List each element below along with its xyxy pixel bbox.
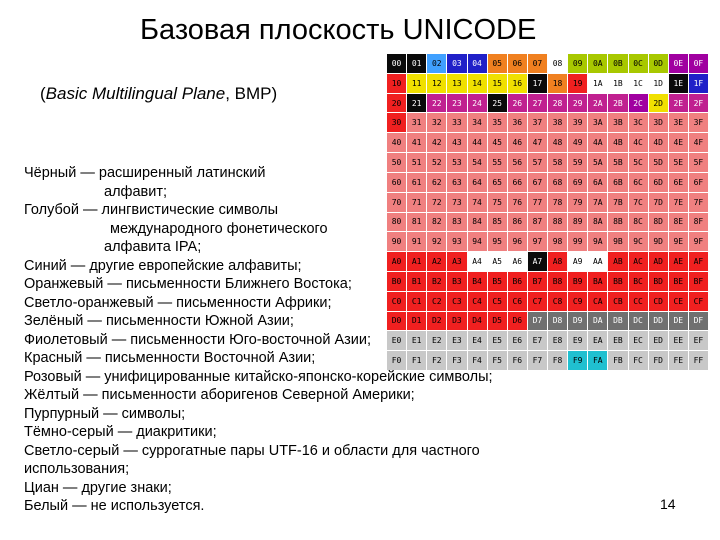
grid-cell: 02 bbox=[427, 54, 446, 73]
grid-cell: 4F bbox=[689, 133, 708, 152]
grid-cell: CF bbox=[689, 292, 708, 311]
grid-cell: AB bbox=[608, 252, 627, 271]
grid-cell: 8E bbox=[669, 213, 688, 232]
grid-cell: 7C bbox=[629, 193, 648, 212]
grid-cell: 69 bbox=[568, 173, 587, 192]
grid-cell: EA bbox=[588, 331, 607, 350]
grid-cell: 4A bbox=[588, 133, 607, 152]
grid-cell: 89 bbox=[568, 213, 587, 232]
grid-cell: 6C bbox=[629, 173, 648, 192]
grid-cell: 11 bbox=[407, 74, 426, 93]
grid-cell: 3E bbox=[669, 113, 688, 132]
grid-cell: 3B bbox=[608, 113, 627, 132]
grid-cell: 82 bbox=[427, 213, 446, 232]
grid-cell: 13 bbox=[447, 74, 466, 93]
legend-line: алфавита IPA; bbox=[104, 239, 202, 255]
grid-cell: 39 bbox=[568, 113, 587, 132]
grid-cell: 06 bbox=[508, 54, 527, 73]
grid-cell: 92 bbox=[427, 232, 446, 251]
grid-cell: FC bbox=[629, 351, 648, 370]
grid-cell: 19 bbox=[568, 74, 587, 93]
grid-cell: F3 bbox=[447, 351, 466, 370]
legend-line: Оранжевый — письменности Ближнего Востока; bbox=[24, 276, 352, 292]
grid-cell: 9A bbox=[588, 232, 607, 251]
grid-cell: A6 bbox=[508, 252, 527, 271]
grid-cell: 95 bbox=[488, 232, 507, 251]
legend-line: Светло-оранжевый — письменности Африки; bbox=[24, 294, 332, 311]
grid-cell: E7 bbox=[528, 331, 547, 350]
grid-cell: 4D bbox=[649, 133, 668, 152]
grid-cell: BB bbox=[608, 272, 627, 291]
grid-cell: 51 bbox=[407, 153, 426, 172]
grid-cell: F8 bbox=[548, 351, 567, 370]
grid-cell: 3A bbox=[588, 113, 607, 132]
grid-cell: 57 bbox=[528, 153, 547, 172]
grid-cell: CD bbox=[649, 292, 668, 311]
grid-cell: 77 bbox=[528, 193, 547, 212]
grid-cell: 3F bbox=[689, 113, 708, 132]
grid-cell: 5E bbox=[669, 153, 688, 172]
legend-line: Зелёный — письменности Южной Азии; bbox=[24, 313, 294, 329]
grid-cell: FF bbox=[689, 351, 708, 370]
subtitle-open: ( bbox=[40, 84, 46, 103]
grid-cell: C6 bbox=[508, 292, 527, 311]
grid-cell: D6 bbox=[508, 312, 527, 331]
grid-cell: 4C bbox=[629, 133, 648, 152]
grid-cell: 33 bbox=[447, 113, 466, 132]
grid-cell: 07 bbox=[528, 54, 547, 73]
grid-cell: B7 bbox=[528, 272, 547, 291]
grid-cell: D1 bbox=[407, 312, 426, 331]
grid-cell: B8 bbox=[548, 272, 567, 291]
grid-cell: 12 bbox=[427, 74, 446, 93]
grid-cell: 71 bbox=[407, 193, 426, 212]
grid-cell: 64 bbox=[468, 173, 487, 192]
grid-cell: 50 bbox=[387, 153, 406, 172]
legend-line: Красный — письменности Восточной Азии; bbox=[24, 350, 316, 366]
grid-cell: 65 bbox=[488, 173, 507, 192]
grid-cell: FA bbox=[588, 351, 607, 370]
grid-cell: 0E bbox=[669, 54, 688, 73]
grid-cell: 5A bbox=[588, 153, 607, 172]
grid-cell: E0 bbox=[387, 331, 406, 350]
grid-cell: 70 bbox=[387, 193, 406, 212]
grid-cell: 30 bbox=[387, 113, 406, 132]
grid-cell: B5 bbox=[488, 272, 507, 291]
grid-cell: BF bbox=[689, 272, 708, 291]
grid-cell: D7 bbox=[528, 312, 547, 331]
grid-cell: F0 bbox=[387, 351, 406, 370]
grid-cell: 5F bbox=[689, 153, 708, 172]
grid-cell: A0 bbox=[387, 252, 406, 271]
grid-cell: BE bbox=[669, 272, 688, 291]
legend-line: Белый — не используется. bbox=[24, 498, 205, 514]
grid-cell: 7F bbox=[689, 193, 708, 212]
grid-cell: 74 bbox=[468, 193, 487, 212]
grid-cell: 97 bbox=[528, 232, 547, 251]
grid-cell: B4 bbox=[468, 272, 487, 291]
grid-cell: EF bbox=[689, 331, 708, 350]
grid-cell: 09 bbox=[568, 54, 587, 73]
grid-cell: 0B bbox=[608, 54, 627, 73]
grid-cell: 17 bbox=[528, 74, 547, 93]
grid-cell: 83 bbox=[447, 213, 466, 232]
grid-cell: 81 bbox=[407, 213, 426, 232]
legend-line: Жёлтый — письменности аборигенов Северной Америки; bbox=[24, 387, 415, 403]
grid-cell: 01 bbox=[407, 54, 426, 73]
grid-cell: 98 bbox=[548, 232, 567, 251]
grid-cell: 2A bbox=[588, 94, 607, 113]
grid-cell: 4B bbox=[608, 133, 627, 152]
grid-cell: 00 bbox=[387, 54, 406, 73]
grid-cell: 3C bbox=[629, 113, 648, 132]
grid-cell: 38 bbox=[548, 113, 567, 132]
grid-cell: AF bbox=[689, 252, 708, 271]
grid-cell: 42 bbox=[427, 133, 446, 152]
grid-cell: E2 bbox=[427, 331, 446, 350]
grid-cell: AE bbox=[669, 252, 688, 271]
grid-cell: E6 bbox=[508, 331, 527, 350]
grid-cell: 7A bbox=[588, 193, 607, 212]
grid-cell: 31 bbox=[407, 113, 426, 132]
grid-cell: 88 bbox=[548, 213, 567, 232]
grid-cell: D3 bbox=[447, 312, 466, 331]
legend-line: Голубой — лингвистические символы bbox=[24, 202, 279, 218]
grid-cell: 34 bbox=[468, 113, 487, 132]
grid-cell: E3 bbox=[447, 331, 466, 350]
grid-cell: 53 bbox=[447, 153, 466, 172]
legend-line: Чёрный — расширенный латинский bbox=[24, 165, 266, 181]
grid-cell: BC bbox=[629, 272, 648, 291]
grid-cell: D2 bbox=[427, 312, 446, 331]
grid-cell: 27 bbox=[528, 94, 547, 113]
grid-cell: 94 bbox=[468, 232, 487, 251]
grid-cell: A3 bbox=[447, 252, 466, 271]
grid-cell: 20 bbox=[387, 94, 406, 113]
grid-cell: 87 bbox=[528, 213, 547, 232]
grid-cell: 56 bbox=[508, 153, 527, 172]
grid-cell: 08 bbox=[548, 54, 567, 73]
grid-cell: F2 bbox=[427, 351, 446, 370]
grid-cell: 45 bbox=[488, 133, 507, 152]
grid-cell: D8 bbox=[548, 312, 567, 331]
grid-cell: DD bbox=[649, 312, 668, 331]
grid-cell: C0 bbox=[387, 292, 406, 311]
grid-cell: 78 bbox=[548, 193, 567, 212]
grid-cell: AD bbox=[649, 252, 668, 271]
grid-cell: 6D bbox=[649, 173, 668, 192]
grid-cell: 8C bbox=[629, 213, 648, 232]
grid-cell: A1 bbox=[407, 252, 426, 271]
grid-cell: FD bbox=[649, 351, 668, 370]
grid-cell: 2E bbox=[669, 94, 688, 113]
grid-cell: 0F bbox=[689, 54, 708, 73]
slide-title: Базовая плоскость UNICODE bbox=[140, 14, 537, 46]
grid-cell: 8D bbox=[649, 213, 668, 232]
grid-cell: ED bbox=[649, 331, 668, 350]
grid-cell: 6A bbox=[588, 173, 607, 192]
legend-line: Пурпурный — символы; bbox=[24, 405, 186, 422]
grid-cell: 48 bbox=[548, 133, 567, 152]
grid-cell: 58 bbox=[548, 153, 567, 172]
grid-cell: 41 bbox=[407, 133, 426, 152]
grid-cell: 91 bbox=[407, 232, 426, 251]
legend-line: использования; bbox=[24, 461, 130, 477]
grid-cell: 15 bbox=[488, 74, 507, 93]
grid-cell: BA bbox=[588, 272, 607, 291]
grid-cell: 68 bbox=[548, 173, 567, 192]
grid-cell: E8 bbox=[548, 331, 567, 350]
subtitle-italic: Basic Multilingual Plane bbox=[45, 84, 226, 103]
grid-cell: F4 bbox=[468, 351, 487, 370]
grid-cell: 76 bbox=[508, 193, 527, 212]
grid-cell: 86 bbox=[508, 213, 527, 232]
grid-cell: 25 bbox=[488, 94, 507, 113]
grid-cell: 37 bbox=[528, 113, 547, 132]
grid-cell: 4E bbox=[669, 133, 688, 152]
grid-cell: 10 bbox=[387, 74, 406, 93]
grid-cell: 6F bbox=[689, 173, 708, 192]
grid-cell: 1A bbox=[588, 74, 607, 93]
legend-line: Светло-серый — суррогатные пары UTF-16 и области для частного bbox=[24, 442, 480, 459]
grid-cell: C7 bbox=[528, 292, 547, 311]
grid-cell: 0A bbox=[588, 54, 607, 73]
grid-cell: 7B bbox=[608, 193, 627, 212]
grid-cell: 18 bbox=[548, 74, 567, 93]
legend-line: Фиолетовый — письменности Юго-восточной Азии; bbox=[24, 331, 372, 348]
subtitle-rest: , BMP) bbox=[225, 84, 278, 103]
grid-cell: 73 bbox=[447, 193, 466, 212]
grid-cell: DE bbox=[669, 312, 688, 331]
grid-cell: F9 bbox=[568, 351, 587, 370]
grid-cell: E5 bbox=[488, 331, 507, 350]
grid-cell: 2B bbox=[608, 94, 627, 113]
grid-cell: 62 bbox=[427, 173, 446, 192]
grid-cell: E4 bbox=[468, 331, 487, 350]
grid-cell: 9C bbox=[629, 232, 648, 251]
grid-cell: 1C bbox=[629, 74, 648, 93]
color-legend bbox=[24, 164, 493, 516]
grid-cell: EB bbox=[608, 331, 627, 350]
grid-cell: 14 bbox=[468, 74, 487, 93]
grid-cell: 22 bbox=[427, 94, 446, 113]
grid-cell: 9B bbox=[608, 232, 627, 251]
grid-cell: 0D bbox=[649, 54, 668, 73]
grid-cell: 8A bbox=[588, 213, 607, 232]
grid-cell: 40 bbox=[387, 133, 406, 152]
grid-cell: DC bbox=[629, 312, 648, 331]
grid-cell: B0 bbox=[387, 272, 406, 291]
legend-line: международного фонетического bbox=[110, 220, 328, 237]
grid-cell: CB bbox=[608, 292, 627, 311]
grid-cell: 60 bbox=[387, 173, 406, 192]
grid-cell: 5D bbox=[649, 153, 668, 172]
grid-cell: 7E bbox=[669, 193, 688, 212]
grid-cell: 66 bbox=[508, 173, 527, 192]
grid-cell: A9 bbox=[568, 252, 587, 271]
grid-cell: CC bbox=[629, 292, 648, 311]
grid-cell: A4 bbox=[468, 252, 487, 271]
grid-cell: 7D bbox=[649, 193, 668, 212]
grid-cell: 8B bbox=[608, 213, 627, 232]
grid-cell: A5 bbox=[488, 252, 507, 271]
grid-cell: 55 bbox=[488, 153, 507, 172]
grid-cell: C2 bbox=[427, 292, 446, 311]
grid-cell: 44 bbox=[468, 133, 487, 152]
grid-cell: 1B bbox=[608, 74, 627, 93]
grid-cell: F7 bbox=[528, 351, 547, 370]
grid-cell: 32 bbox=[427, 113, 446, 132]
grid-cell: BD bbox=[649, 272, 668, 291]
grid-cell: 03 bbox=[447, 54, 466, 73]
grid-cell: C1 bbox=[407, 292, 426, 311]
grid-cell: 5B bbox=[608, 153, 627, 172]
grid-cell: C3 bbox=[447, 292, 466, 311]
grid-cell: 2C bbox=[629, 94, 648, 113]
grid-cell: 35 bbox=[488, 113, 507, 132]
grid-cell: 24 bbox=[468, 94, 487, 113]
grid-cell: 90 bbox=[387, 232, 406, 251]
grid-cell: 05 bbox=[488, 54, 507, 73]
grid-cell: 43 bbox=[447, 133, 466, 152]
grid-cell: 2D bbox=[649, 94, 668, 113]
grid-cell: C5 bbox=[488, 292, 507, 311]
grid-cell: 93 bbox=[447, 232, 466, 251]
grid-cell: 59 bbox=[568, 153, 587, 172]
grid-cell: C9 bbox=[568, 292, 587, 311]
grid-cell: 3D bbox=[649, 113, 668, 132]
grid-cell: 9E bbox=[669, 232, 688, 251]
grid-cell: 0C bbox=[629, 54, 648, 73]
grid-cell: 28 bbox=[548, 94, 567, 113]
grid-cell: D5 bbox=[488, 312, 507, 331]
grid-cell: B9 bbox=[568, 272, 587, 291]
grid-cell: 2F bbox=[689, 94, 708, 113]
grid-cell: 5C bbox=[629, 153, 648, 172]
grid-cell: 80 bbox=[387, 213, 406, 232]
grid-cell: C4 bbox=[468, 292, 487, 311]
grid-cell: 9D bbox=[649, 232, 668, 251]
grid-cell: E1 bbox=[407, 331, 426, 350]
grid-cell: 61 bbox=[407, 173, 426, 192]
grid-cell: C8 bbox=[548, 292, 567, 311]
grid-cell: 96 bbox=[508, 232, 527, 251]
grid-cell: 54 bbox=[468, 153, 487, 172]
grid-cell: 26 bbox=[508, 94, 527, 113]
grid-cell: AC bbox=[629, 252, 648, 271]
grid-cell: FB bbox=[608, 351, 627, 370]
grid-cell: 04 bbox=[468, 54, 487, 73]
grid-cell: D4 bbox=[468, 312, 487, 331]
grid-cell: 1F bbox=[689, 74, 708, 93]
grid-cell: 1E bbox=[669, 74, 688, 93]
legend-line: Розовый — унифицированные китайско-японско-корейские символы; bbox=[24, 368, 493, 385]
grid-cell: CE bbox=[669, 292, 688, 311]
grid-cell: 75 bbox=[488, 193, 507, 212]
subtitle bbox=[40, 84, 277, 104]
grid-cell: B2 bbox=[427, 272, 446, 291]
grid-cell: B6 bbox=[508, 272, 527, 291]
grid-cell: EC bbox=[629, 331, 648, 350]
grid-cell: 1D bbox=[649, 74, 668, 93]
grid-cell: 47 bbox=[528, 133, 547, 152]
grid-cell: D0 bbox=[387, 312, 406, 331]
grid-cell: 8F bbox=[689, 213, 708, 232]
grid-cell: A8 bbox=[548, 252, 567, 271]
grid-cell: 29 bbox=[568, 94, 587, 113]
grid-cell: 49 bbox=[568, 133, 587, 152]
grid-cell: 99 bbox=[568, 232, 587, 251]
grid-cell: 36 bbox=[508, 113, 527, 132]
grid-cell: 6E bbox=[669, 173, 688, 192]
grid-cell: 67 bbox=[528, 173, 547, 192]
grid-cell: E9 bbox=[568, 331, 587, 350]
grid-cell: 46 bbox=[508, 133, 527, 152]
grid-cell: A7 bbox=[528, 252, 547, 271]
grid-cell: 9F bbox=[689, 232, 708, 251]
grid-cell: AA bbox=[588, 252, 607, 271]
grid-cell: 84 bbox=[468, 213, 487, 232]
grid-cell: 21 bbox=[407, 94, 426, 113]
grid-cell: F1 bbox=[407, 351, 426, 370]
grid-cell: CA bbox=[588, 292, 607, 311]
legend-line: Циан — другие знаки; bbox=[24, 479, 172, 496]
grid-cell: F5 bbox=[488, 351, 507, 370]
grid-cell: 23 bbox=[447, 94, 466, 113]
grid-cell: DA bbox=[588, 312, 607, 331]
legend-line: алфавит; bbox=[104, 183, 167, 200]
grid-cell: F6 bbox=[508, 351, 527, 370]
grid-cell: 85 bbox=[488, 213, 507, 232]
grid-cell: DF bbox=[689, 312, 708, 331]
grid-cell: 63 bbox=[447, 173, 466, 192]
page-number: 14 bbox=[660, 496, 676, 512]
grid-cell: 52 bbox=[427, 153, 446, 172]
grid-cell: 72 bbox=[427, 193, 446, 212]
grid-cell: FE bbox=[669, 351, 688, 370]
grid-cell: 16 bbox=[508, 74, 527, 93]
grid-cell: B3 bbox=[447, 272, 466, 291]
grid-cell: 6B bbox=[608, 173, 627, 192]
legend-line: Тёмно-серый — диакритики; bbox=[24, 424, 217, 440]
grid-cell: A2 bbox=[427, 252, 446, 271]
grid-cell: 79 bbox=[568, 193, 587, 212]
grid-cell: B1 bbox=[407, 272, 426, 291]
grid-cell: D9 bbox=[568, 312, 587, 331]
grid-cell: DB bbox=[608, 312, 627, 331]
legend-line: Синий — другие европейские алфавиты; bbox=[24, 257, 302, 274]
grid-cell: EE bbox=[669, 331, 688, 350]
